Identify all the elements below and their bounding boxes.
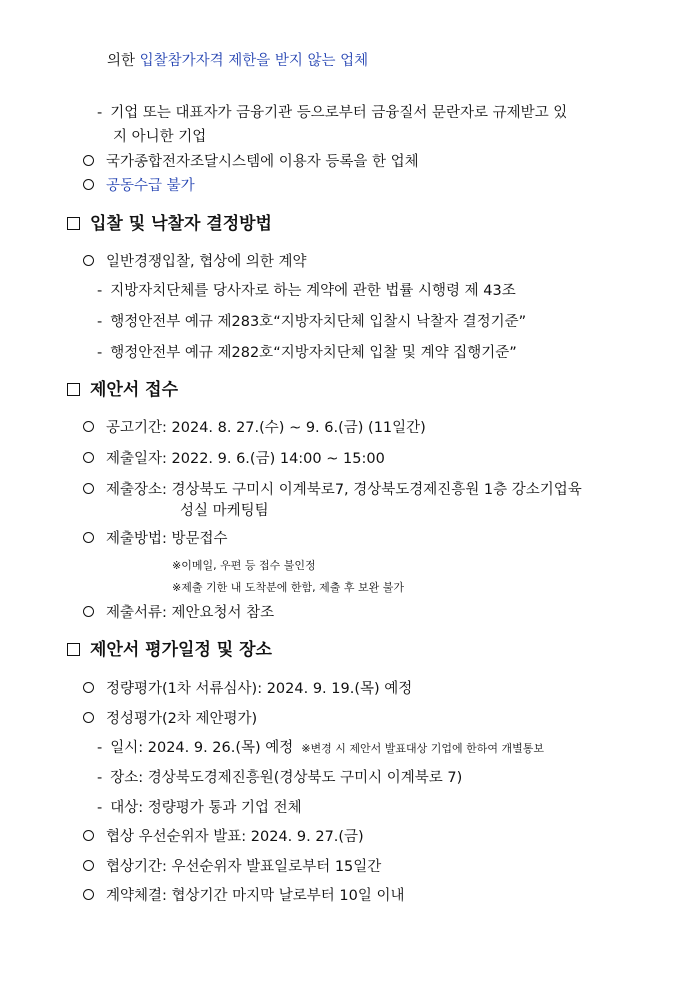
quantitative-eval-text: 정량평가(1차 서류심사): 2024. 9. 19.(목) 예정 [106, 681, 413, 697]
circle-bullet-icon [83, 830, 94, 841]
joint-bid-text: 공동수급 불가 [106, 178, 195, 194]
dash-marker: - [97, 800, 103, 816]
heading-text: 입찰 및 낙찰자 결정방법 [90, 214, 272, 234]
submission-date-item [83, 450, 385, 468]
checkbox-square-icon [67, 217, 80, 230]
circle-bullet-icon [83, 483, 94, 494]
law-reference-text: 지방자치단체를 당사자로 하는 계약에 관한 법률 시행령 제 43조 [110, 283, 516, 299]
eval-date-sub [97, 739, 544, 758]
quantitative-eval-item [83, 680, 412, 698]
circle-bullet-icon [83, 712, 94, 723]
notice-period-item [83, 419, 426, 437]
qualitative-eval-text: 정성평가(2차 제안평가) [106, 711, 258, 727]
contract-signing-text: 계약체결: 협상기간 마지막 날로부터 10일 이내 [106, 888, 405, 904]
contract-signing-item [83, 887, 405, 905]
circle-bullet-icon [83, 889, 94, 900]
eval-date-text: 일시: 2024. 9. 26.(목) 예정 [110, 740, 294, 756]
checkbox-square-icon [67, 643, 80, 656]
dash-marker: - [97, 283, 103, 299]
submission-date-text: 제출일자: 2022. 9. 6.(금) 14:00 ~ 15:00 [106, 451, 385, 467]
eval-place-sub [97, 769, 462, 787]
circle-bullet-icon [83, 421, 94, 432]
eval-date-note: ※변경 시 제안서 발표대상 기업에 한하여 개별통보 [301, 742, 545, 755]
registration-item [83, 153, 419, 171]
registration-text: 국가종합전자조달시스템에 이용자 등록을 한 업체 [106, 154, 419, 170]
qualification-sub-item [97, 104, 567, 122]
dash-marker: - [97, 105, 103, 121]
submission-place-item [83, 481, 582, 499]
bidding-method-text: 일반경쟁입찰, 협상에 의한 계약 [106, 254, 307, 270]
dash-marker: - [97, 770, 103, 786]
heading-text: 제안서 평가일정 및 장소 [90, 640, 272, 660]
financial-order-text: 기업 또는 대표자가 금융기관 등으로부터 금융질서 문란자로 규제받고 있 [110, 105, 568, 121]
dash-marker: - [97, 345, 103, 361]
submission-method-item [83, 530, 228, 548]
bidding-method-item [83, 253, 307, 271]
priority-announce-item [83, 828, 364, 846]
circle-bullet-icon [83, 606, 94, 617]
heading-text: 제안서 접수 [90, 380, 179, 400]
eval-place-text: 장소: 경상북도경제진흥원(경상북도 구미시 이계북로 7) [110, 770, 463, 786]
law-reference [97, 282, 516, 300]
joint-bid-item [83, 177, 195, 195]
eval-target-sub [97, 799, 302, 817]
checkbox-square-icon [67, 383, 80, 396]
qualitative-eval-item [83, 710, 257, 728]
circle-bullet-icon [83, 255, 94, 266]
eval-target-text: 대상: 정량평가 통과 기업 전체 [110, 800, 302, 816]
circle-bullet-icon [83, 532, 94, 543]
regulation-282-text: 행정안전부 예규 제282호“지방자치단체 입찰 및 계약 집행기준” [110, 345, 517, 361]
section-heading-receipt [67, 381, 178, 399]
circle-bullet-icon [83, 682, 94, 693]
priority-announce-text: 협상 우선순위자 발표: 2024. 9. 27.(금) [106, 829, 364, 845]
bid-qualification-text: 입찰참가자격 제한을 받지 않는 업체 [139, 53, 369, 69]
circle-bullet-icon [83, 452, 94, 463]
financial-order-continuation: 지 아니한 기업 [113, 129, 207, 145]
regulation-283-text: 행정안전부 예규 제283호“지방자치단체 입찰시 낙찰자 결정기준” [110, 314, 527, 330]
note-deadline: ※제출 기한 내 도착분에 한함, 제출 후 보완 불가 [172, 581, 404, 594]
submission-docs-item [83, 604, 274, 622]
circle-bullet-icon [83, 860, 94, 871]
negotiation-period-item [83, 858, 381, 876]
circle-bullet-icon [83, 179, 94, 190]
submission-place-text: 제출장소: 경상북도 구미시 이계북로7, 경상북도경제진흥원 1층 강소기업육 [106, 482, 582, 498]
section-heading-evaluation [67, 641, 272, 659]
circle-bullet-icon [83, 155, 94, 166]
continuation-prefix: 의한 [107, 53, 140, 69]
regulation-282 [97, 344, 517, 362]
note-no-email: ※이메일, 우편 등 접수 불인정 [172, 559, 316, 572]
submission-place-continuation: 성실 마케팅팀 [180, 503, 269, 519]
submission-docs-text: 제출서류: 제안요청서 참조 [106, 605, 275, 621]
section-heading-bidding [67, 215, 272, 233]
continuation-line [107, 52, 368, 70]
dash-marker: - [97, 314, 103, 330]
notice-period-text: 공고기간: 2024. 8. 27.(수) ~ 9. 6.(금) (11일간) [106, 420, 426, 436]
regulation-283 [97, 313, 526, 331]
submission-method-text: 제출방법: 방문접수 [106, 531, 228, 547]
dash-marker: - [97, 740, 103, 756]
negotiation-period-text: 협상기간: 우선순위자 발표일로부터 15일간 [106, 859, 382, 875]
